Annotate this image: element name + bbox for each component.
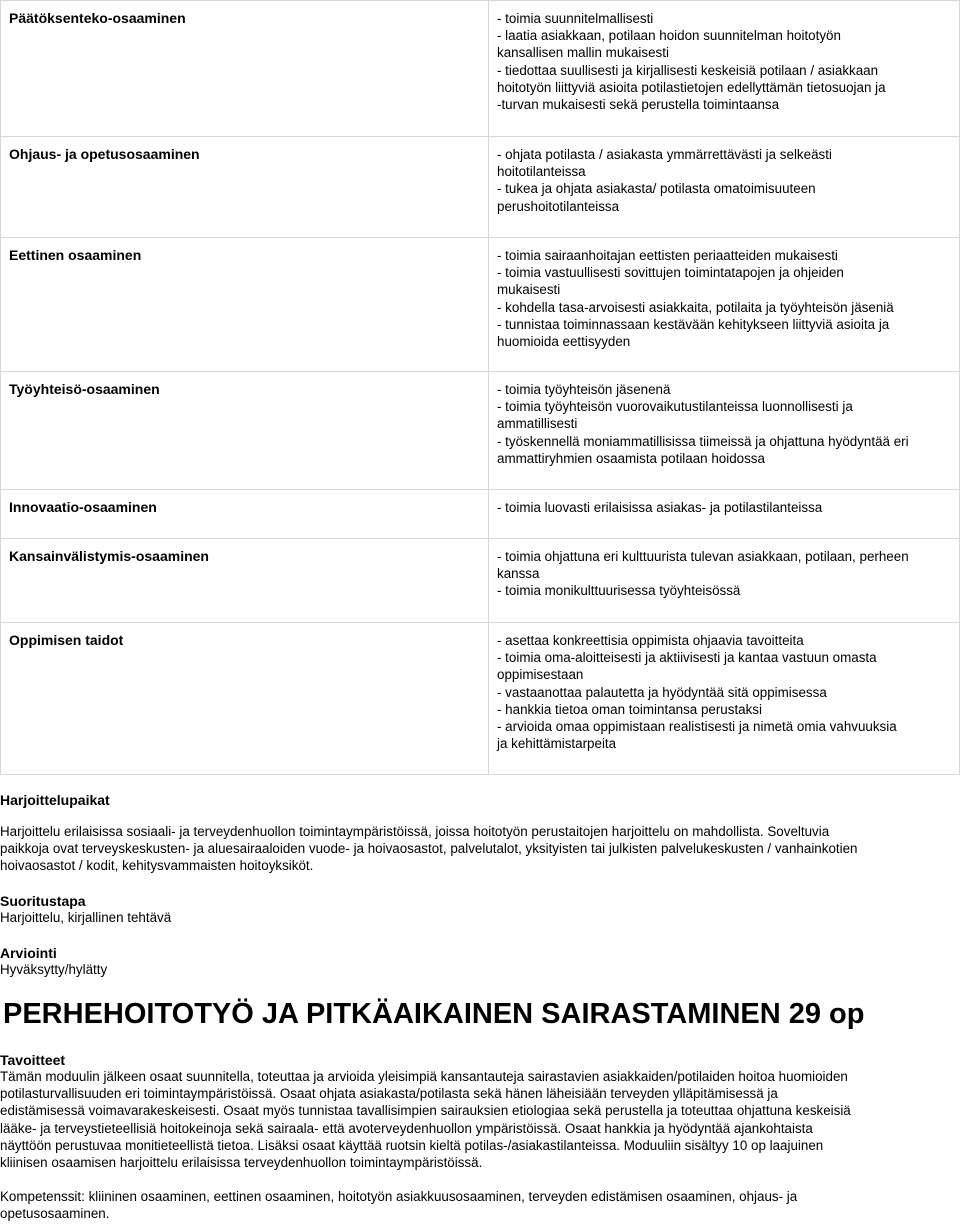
description-line: - hankkia tietoa oman toimintansa perustaksi <box>497 701 762 717</box>
competency-description <box>489 238 960 372</box>
description-line: - toimia ohjattuna eri kulttuurista tulevan asiakkaan, potilaan, perheen <box>497 549 909 564</box>
description-line: oppimisestaan <box>497 667 584 683</box>
description-line: - kohdella tasa-arvoisesti asiakkaita, potilaita ja työyhteisön jäseniä <box>497 299 894 315</box>
arviointi-text: Hyväksytty/hylätty <box>0 962 108 977</box>
description-line: ja kehittämistarpeita <box>497 736 617 752</box>
description-line: - ohjata potilasta / asiakasta ymmärrettävästi ja selkeästi <box>497 147 832 162</box>
competency-description <box>489 1 960 137</box>
description-line: - toimia sairaanhoitajan eettisten periaatteiden mukaisesti <box>497 248 838 263</box>
suoritustapa-text: Harjoittelu, kirjallinen tehtävä <box>0 910 172 925</box>
paragraph-line: Harjoittelu erilaisissa sosiaali- ja terveydenhuollon toimintaympäristöissä, joissa hoitotyön perustaitojen harjoittelu on mahdollista. Soveltuvia <box>0 824 830 839</box>
competency-description <box>489 623 960 775</box>
paragraph-line: paikkoja ovat terveyskeskusten- ja aluesairaaloiden vuode- ja hoivaosastot, palvelutalot, yksityisten tai julkisten palvelukeskusten / vanhainkotien <box>0 841 858 857</box>
description-line: - asettaa konkreettisia oppimista ohjaavia tavoitteita <box>497 633 804 648</box>
competency-description <box>489 490 960 539</box>
competency-row <box>1 490 960 539</box>
description-line: hoitotilanteissa <box>497 164 586 180</box>
harjoittelupaikat-heading: Harjoittelupaikat <box>0 792 110 808</box>
description-line: kanssa <box>497 566 540 582</box>
description-line: mukaisesti <box>497 282 561 298</box>
tavoitteet-heading: Tavoitteet <box>0 1052 66 1068</box>
description-line: - vastaanottaa palautetta ja hyödyntää sitä oppimisessa <box>497 684 827 700</box>
paragraph-line: opetusosaaminen. <box>0 1206 110 1222</box>
description-line: ammatillisesti <box>497 416 578 432</box>
arviointi-heading: Arviointi <box>0 945 57 961</box>
description-line: - työskennellä moniammatillisissa tiimeissä ja ohjattuna hyödyntää eri <box>497 433 909 449</box>
description-line: - toimia luovasti erilaisissa asiakas- ja potilastilanteissa <box>497 500 823 515</box>
description-line: perushoitotilanteissa <box>497 198 620 214</box>
competency-label: Innovaatio-osaaminen <box>1 490 489 539</box>
paragraph-line: edistämisessä voimavarakeskeisesti. Osaat myös tunnistaa tavallisimpien sairauksien etiologiaa sekä perustella ja toteuttaa ohjattuna keskeisiä <box>0 1103 851 1119</box>
harjoittelupaikat-text <box>0 823 952 875</box>
competency-row <box>1 539 960 623</box>
competency-label: Eettinen osaaminen <box>1 238 489 372</box>
competency-row <box>1 372 960 490</box>
competency-label: Kansainvälistymis-osaaminen <box>1 539 489 623</box>
description-line: ammattiryhmien osaamista potilaan hoidossa <box>497 450 765 466</box>
description-line: -turvan mukaisesti sekä perustella toimintaansa <box>497 97 780 113</box>
paragraph-line: Tämän moduulin jälkeen osaat suunnitella, toteuttaa ja arvioida yleisimpiä kansantauteja sairastavien asiakkaiden/potilaiden hoitoa huomioiden <box>0 1069 848 1084</box>
paragraph-line: kliinisen osaamisen harjoittelu erilaisissa terveydenhuollon toimintaympäristöissä. <box>0 1155 483 1171</box>
description-line: - toimia oma-aloitteisesti ja aktiivisesti ja kantaa vastuun omasta <box>497 650 877 666</box>
description-line: - toimia monikulttuurisessa työyhteisössä <box>497 583 741 599</box>
description-line: - toimia työyhteisön jäsenenä <box>497 382 671 397</box>
paragraph-line: hoivaosastot / kodit, kehitysvammaisten hoitoyksiköt. <box>0 858 314 874</box>
competency-label: Työyhteisö-osaaminen <box>1 372 489 490</box>
tavoitteet-text <box>0 1068 952 1171</box>
description-line: - toimia työyhteisön vuorovaikutustilanteissa luonnollisesti ja <box>497 399 853 415</box>
description-line: - arvioida omaa oppimistaan realistisesti ja nimetä omia vahvuuksia <box>497 719 897 735</box>
description-line: - tunnistaa toiminnassaan kestävään kehitykseen liittyviä asioita ja <box>497 316 890 332</box>
description-line: - toimia suunnitelmallisesti <box>497 11 654 26</box>
description-line: - tiedottaa suullisesti ja kirjallisesti keskeisiä potilaan / asiakkaan <box>497 62 879 78</box>
competency-row <box>1 623 960 775</box>
paragraph-line: näyttöön perustuvaa monitieteellistä tietoa. Lisäksi osaat käyttää ruotsin kieltä potilas-/asiakastilanteissa. Moduuliin sisältyy 10 op laajuinen <box>0 1137 824 1153</box>
competency-label: Ohjaus- ja opetusosaaminen <box>1 137 489 238</box>
paragraph-line: Kompetenssit: kliininen osaaminen, eettinen osaaminen, hoitotyön asiakkuusosaaminen, terveyden edistämisen osaaminen, ohjaus- ja <box>0 1189 798 1204</box>
competency-description <box>489 372 960 490</box>
competency-row <box>1 1 960 137</box>
description-line: - tukea ja ohjata asiakasta/ potilasta omatoimisuuteen <box>497 181 816 197</box>
competency-label: Päätöksenteko-osaaminen <box>1 1 489 137</box>
kompetenssit-text <box>0 1188 952 1222</box>
suoritustapa-heading: Suoritustapa <box>0 893 86 909</box>
course-title: PERHEHOITOTYÖ JA PITKÄAIKAINEN SAIRASTAMINEN 29 op <box>3 998 865 1030</box>
description-line: hoitotyön liittyviä asioita potilastietojen edellyttämän tietosuojan ja <box>497 79 886 95</box>
competency-row <box>1 238 960 372</box>
paragraph-line: lääke- ja terveystieteellisiä hoitokeinoja sekä sairaala- että avoterveydenhuollon ympäristöissä. Osaat hankkia ja hyödyntää ajankohtaista <box>0 1120 813 1136</box>
competency-label: Oppimisen taidot <box>1 623 489 775</box>
competency-row <box>1 137 960 238</box>
description-line: - toimia vastuullisesti sovittujen toimintatapojen ja ohjeiden <box>497 265 844 281</box>
description-line: kansallisen mallin mukaisesti <box>497 45 669 61</box>
competency-description <box>489 137 960 238</box>
description-line: huomioida eettisyyden <box>497 334 631 350</box>
description-line: - laatia asiakkaan, potilaan hoidon suunnitelman hoitotyön <box>497 28 841 44</box>
paragraph-line: potilasturvallisuuden eri toimintaympäristöissä. Osaat ohjata asiakasta/potilasta sekä hänen läheisiään terveyden ylläpitämisessä ja <box>0 1086 778 1102</box>
competency-description <box>489 539 960 623</box>
